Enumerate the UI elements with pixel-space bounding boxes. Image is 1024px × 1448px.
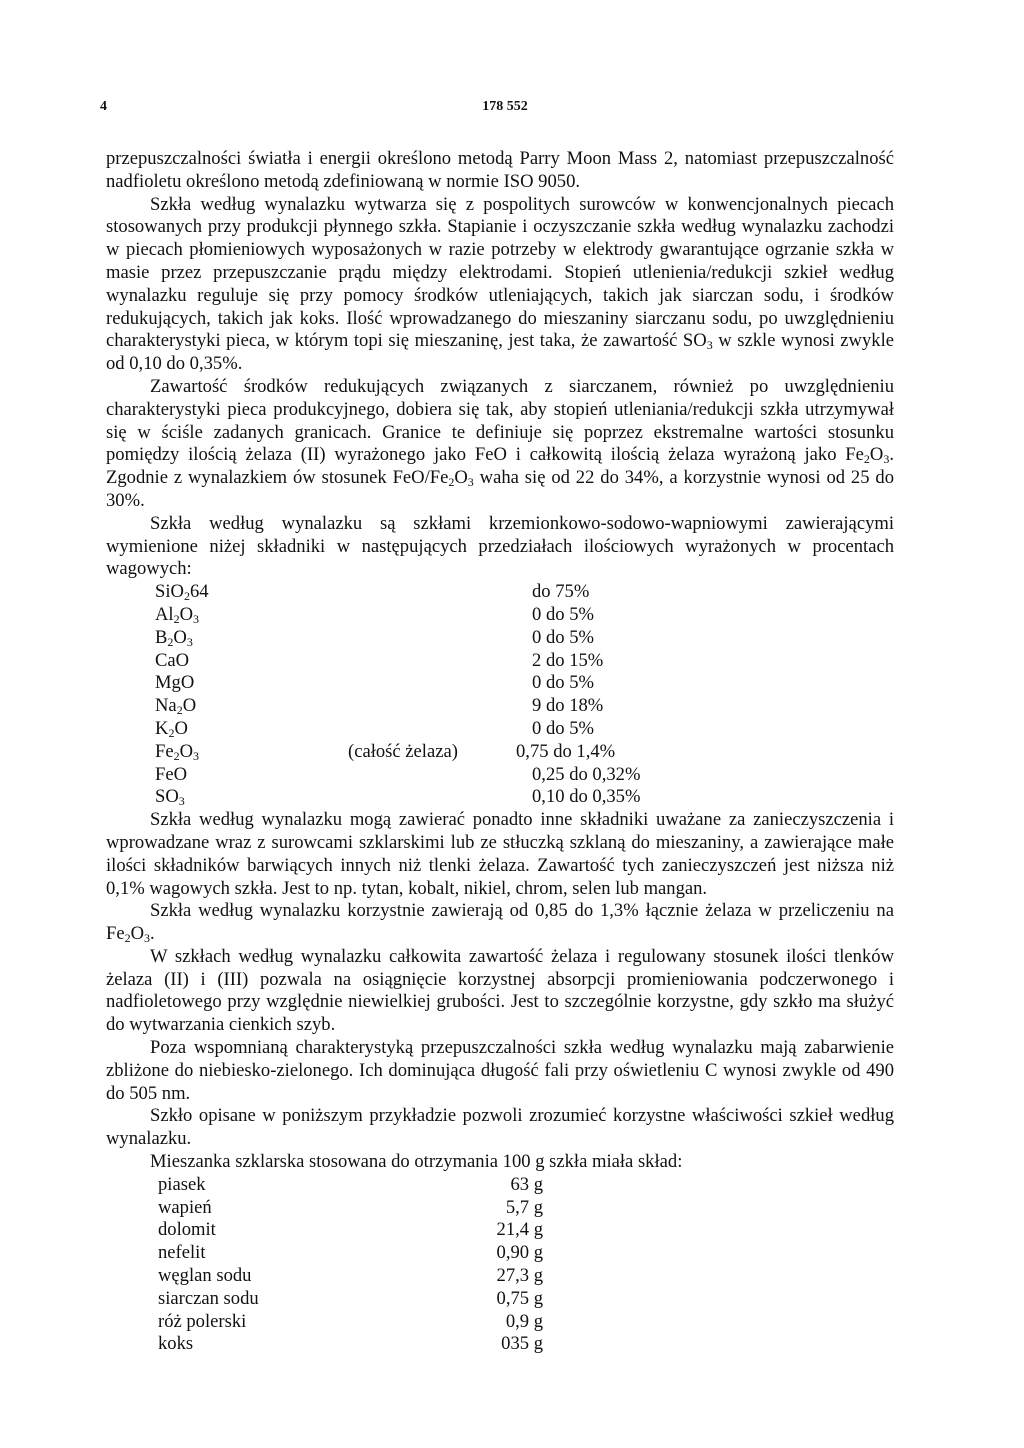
component-range: do 75% [532, 581, 590, 603]
paragraph: Szkła według wynalazku mogą zawierać ponadto inne składniki uważane za zanieczyszczenia i wprowadzane wraz z surowcami szklarskimi lub ze stłuczką szklaną do mieszaniny, a zawierające małe ilości składników barwiących innych niż tlenki żelaza. Zawartość tych zanieczyszczeń jest niższa niż 0,1% wagowych szkła. Jest to np. tytan, kobalt, nikiel, chrom, selen lub mangan. [106, 809, 894, 899]
batch-item-name: piasek [158, 1173, 206, 1195]
document-body [106, 148, 894, 1356]
paragraph: Szkła według wynalazku korzystnie zawierają od 0,85 do 1,3% łącznie żelaza w przeliczeniu na $Fe_2O_3$. [106, 900, 894, 946]
component-name: MgO [155, 672, 195, 694]
batch-item-amount: 5,7 g [505, 1196, 543, 1218]
paragraph: W szkłach według wynalazku całkowita zawartość żelaza i regulowany stosunek ilości tlenków żelaza (II) i (III) pozwala na osiągnięcie korzystnej absorpcji promieniowania podczerwonego i nadfioletowego przy względnie niewielkiej grubości. Jest to szczególnie korzystne, gdy szkło ma służyć do wytwarzania cienkich szyb. [106, 945, 894, 1036]
page-number: 4 [100, 99, 107, 114]
batch-item-name: koks [158, 1333, 194, 1355]
composition-row [155, 786, 894, 809]
component-name: $SO_3$ [155, 786, 185, 809]
batch-item-name: dolomit [158, 1219, 216, 1241]
component-name: FeO [155, 763, 188, 785]
batch-item-name: róż polerski [158, 1310, 247, 1332]
component-range: 0,75 do 1,4% [516, 740, 616, 762]
document-number: 178 552 [482, 99, 528, 114]
batch-item-amount: 0,9 g [505, 1310, 543, 1332]
batch-item-name: wapień [158, 1196, 212, 1218]
composition-row [155, 672, 894, 695]
component-name: $Al_2O_3$ [155, 603, 200, 626]
paragraph: Szkła według wynalazku wytwarza się z pospolitych surowców w konwencjonalnych piecach stosowanych przy produkcji płynnego szkła. Stapianie i oczyszczanie szkła według wynalazku zachodzi w piecach płomieniowych wyposażonych w razie potrzeby w elektrody gwarantujące ogrzanie szkła w masie przez przepuszczanie prądu między elektrodami. Stopień utlenienia/redukcji szkieł według wynalazku reguluje się przy pomocy środków utleniających, takich jak siarczan sodu, i środków redukujących, takich jak koks. Ilość wprowadzanego do mieszaniny siarczanu sodu, po uwzględnieniu charakterystyki pieca, w którym topi się mieszaninę, jest taka, że zawartość $SO_3$ w szkle wynosi zwykle od 0,10 do 0,35%. [106, 193, 894, 375]
composition-row [155, 764, 894, 787]
batch-row [158, 1311, 894, 1334]
batch-row [158, 1242, 894, 1265]
batch-item-amount: 21,4 g [496, 1219, 543, 1241]
paragraph: Zawartość środków redukujących związanych z siarczanem, również po uwzględnieniu charakterystyki pieca produkcyjnego, dobiera się tak, aby stopień utleniania/redukcji szkła utrzymywał się w ściśle zadanych granicach. Granice te definiuje się poprzez ekstremalne wartości stosunku pomiędzy ilością żelaza (II) wyrażonego jako FeO i całkowitą ilością żelaza wyrażoną jako $Fe_2O_3$. Zgodnie z wynalazkiem ów stosunek FeO/$Fe_2O_3$ waha się od 22 do 34%, a korzystnie wynosi od 25 do 30%. [106, 375, 895, 511]
batch-row [158, 1219, 894, 1242]
paragraph: Mieszanka szklarska stosowana do otrzymania 100 g szkła miała skład: [150, 1151, 683, 1173]
composition-row [155, 718, 894, 741]
batch-item-name: węglan sodu [158, 1265, 252, 1287]
composition-table [155, 581, 894, 809]
component-name: SiO$_2$64 [155, 581, 209, 604]
paragraph: Szkła według wynalazku są szkłami krzemionkowo-sodowo-wapniowymi zawierającymi wymienione niżej składniki w następujących przedziałach ilościowych wyrażonych w procentach wagowych: [106, 512, 894, 580]
component-name: $K_2O$ [155, 717, 188, 740]
component-range: 0,25 do 0,32% [532, 763, 641, 785]
component-name: $Fe_2O_3$ [155, 740, 200, 763]
component-name: $B_2O_3$ [155, 626, 193, 649]
batch-item-amount: 63 g [510, 1173, 543, 1195]
batch-row [158, 1197, 894, 1220]
component-name: CaO [155, 649, 190, 671]
batch-item-amount: 035 g [501, 1333, 543, 1355]
batch-item-name: siarczan sodu [158, 1287, 259, 1309]
composition-row [155, 741, 894, 764]
component-range: 9 do 18% [532, 695, 604, 717]
composition-row [155, 627, 894, 650]
paragraph: Poza wspomnianą charakterystyką przepuszczalności szkła według wynalazku mają zabarwienie zbliżone do niebiesko-zielonego. Ich dominująca długość fali przy oświetleniu C wynosi zwykle od 490 do 505 nm. [106, 1037, 894, 1104]
paragraph: Szkło opisane w poniższym przykładzie pozwoli zrozumieć korzystne właściwości szkieł według wynalazku. [106, 1105, 894, 1150]
paragraph: przepuszczalności światła i energii określono metodą Parry Moon Mass 2, natomiast przepuszczalność nadfioletu określono metodą zdefiniowaną w normie ISO 9050. [106, 148, 894, 192]
composition-row [155, 695, 894, 718]
batch-item-name: nefelit [158, 1242, 206, 1264]
composition-row [155, 650, 894, 673]
batch-row [158, 1265, 894, 1288]
component-range: 0 do 5% [532, 717, 594, 739]
batch-row [158, 1333, 894, 1356]
component-range: 0,10 do 0,35% [532, 786, 641, 808]
component-note: (całość żelaza) [348, 740, 458, 762]
component-range: 0 do 5% [532, 672, 594, 694]
batch-table [158, 1174, 894, 1356]
component-range: 0 do 5% [532, 603, 594, 625]
batch-item-amount: 27,3 g [496, 1265, 543, 1287]
page-header [100, 99, 910, 119]
composition-row [155, 581, 894, 604]
batch-item-amount: 0,75 g [496, 1287, 543, 1309]
batch-item-amount: 0,90 g [496, 1242, 543, 1264]
component-range: 2 do 15% [532, 649, 604, 671]
batch-row [158, 1174, 894, 1197]
component-range: 0 do 5% [532, 626, 594, 648]
composition-row [155, 604, 894, 627]
component-name: $Na_2O$ [155, 695, 197, 718]
batch-row [158, 1288, 894, 1311]
